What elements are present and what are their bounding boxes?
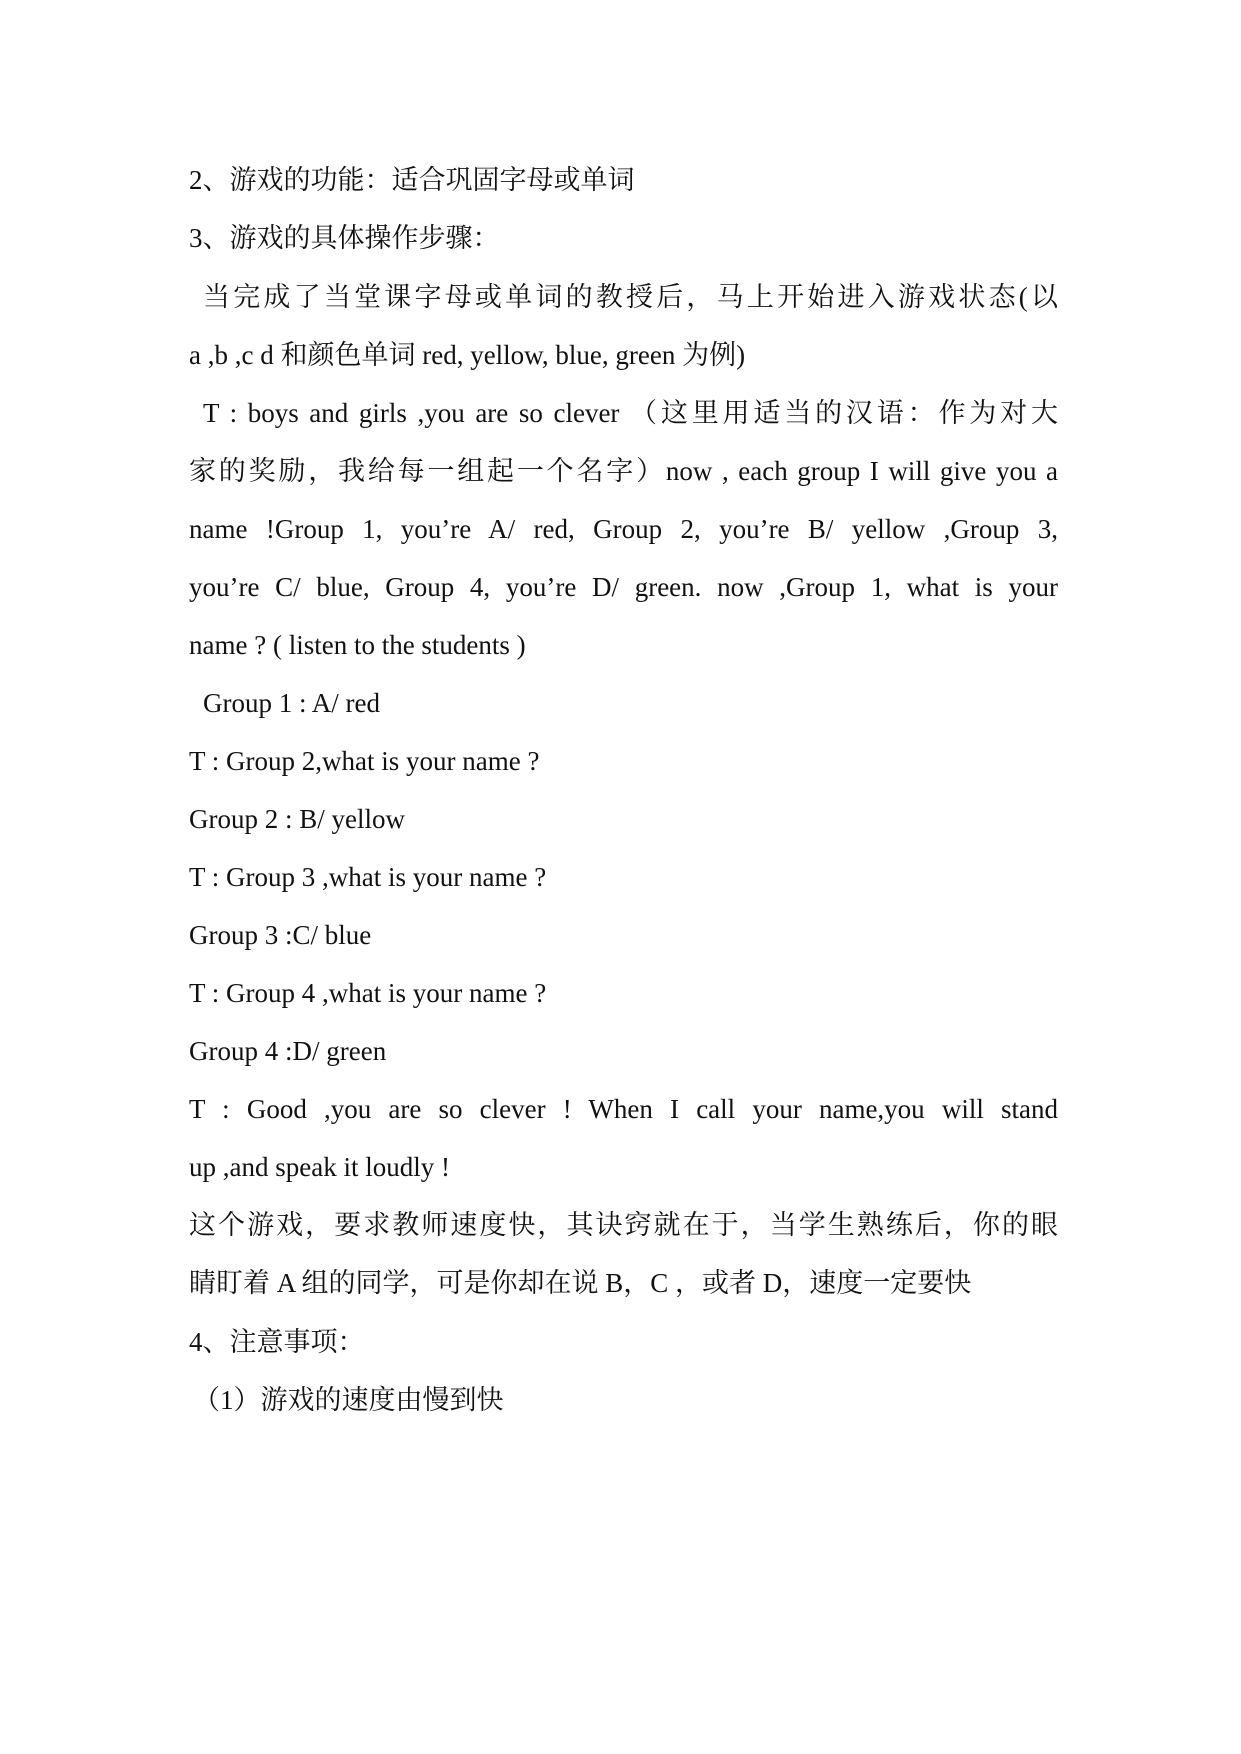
paragraph-line: 这个游戏，要求教师速度快，其诀窍就在于，当学生熟练后，你的眼 <box>189 1210 1058 1240</box>
dialogue-line: Group 2 : B/ yellow <box>189 804 405 834</box>
paragraph-line: 家的奖励，我给每一组起一个名字）now , each group I will give you a <box>189 456 1058 486</box>
paragraph-line: T : boys and girls ,you are so clever （这里用适当的汉语：作为对大 <box>203 398 1058 428</box>
dialogue-line: Group 3 :C/ blue <box>189 920 372 950</box>
dialogue-line: T : Group 3 ,what is your name ? <box>189 862 547 892</box>
heading-notes: 4、注意事项： <box>189 1327 365 1357</box>
paragraph-line: you’re C/ blue, Group 4, you’re D/ green. now ,Group 1, what is your <box>189 572 1058 602</box>
paragraph-line: a ,b ,c d 和颜色单词 red, yellow, blue, green 为例) <box>189 340 746 370</box>
paragraph-line: name ? ( listen to the students ) <box>189 630 526 660</box>
dialogue-line: up ,and speak it loudly ! <box>189 1152 450 1182</box>
note-item: （1）游戏的速度由慢到快 <box>193 1385 504 1415</box>
paragraph-line: name !Group 1, you’re A/ red, Group 2, you’re B/ yellow ,Group 3, <box>189 514 1058 544</box>
dialogue-line: Group 1 : A/ red <box>203 688 380 718</box>
heading-game-steps: 3、游戏的具体操作步骤： <box>189 223 500 253</box>
dialogue-line: T : Group 2,what is your name ? <box>189 746 540 776</box>
dialogue-line: Group 4 :D/ green <box>189 1036 387 1066</box>
heading-game-function: 2、游戏的功能：适合巩固字母或单词 <box>189 165 635 195</box>
dialogue-line: T : Group 4 ,what is your name ? <box>189 978 547 1008</box>
paragraph-line: 当完成了当堂课字母或单词的教授后，马上开始进入游戏状态(以 <box>203 282 1058 312</box>
dialogue-line: T : Good ,you are so clever ! When I call your name,you will stand <box>189 1094 1058 1124</box>
paragraph-line: 睛盯着 A 组的同学，可是你却在说 B，C ，或者 D，速度一定要快 <box>189 1268 972 1298</box>
